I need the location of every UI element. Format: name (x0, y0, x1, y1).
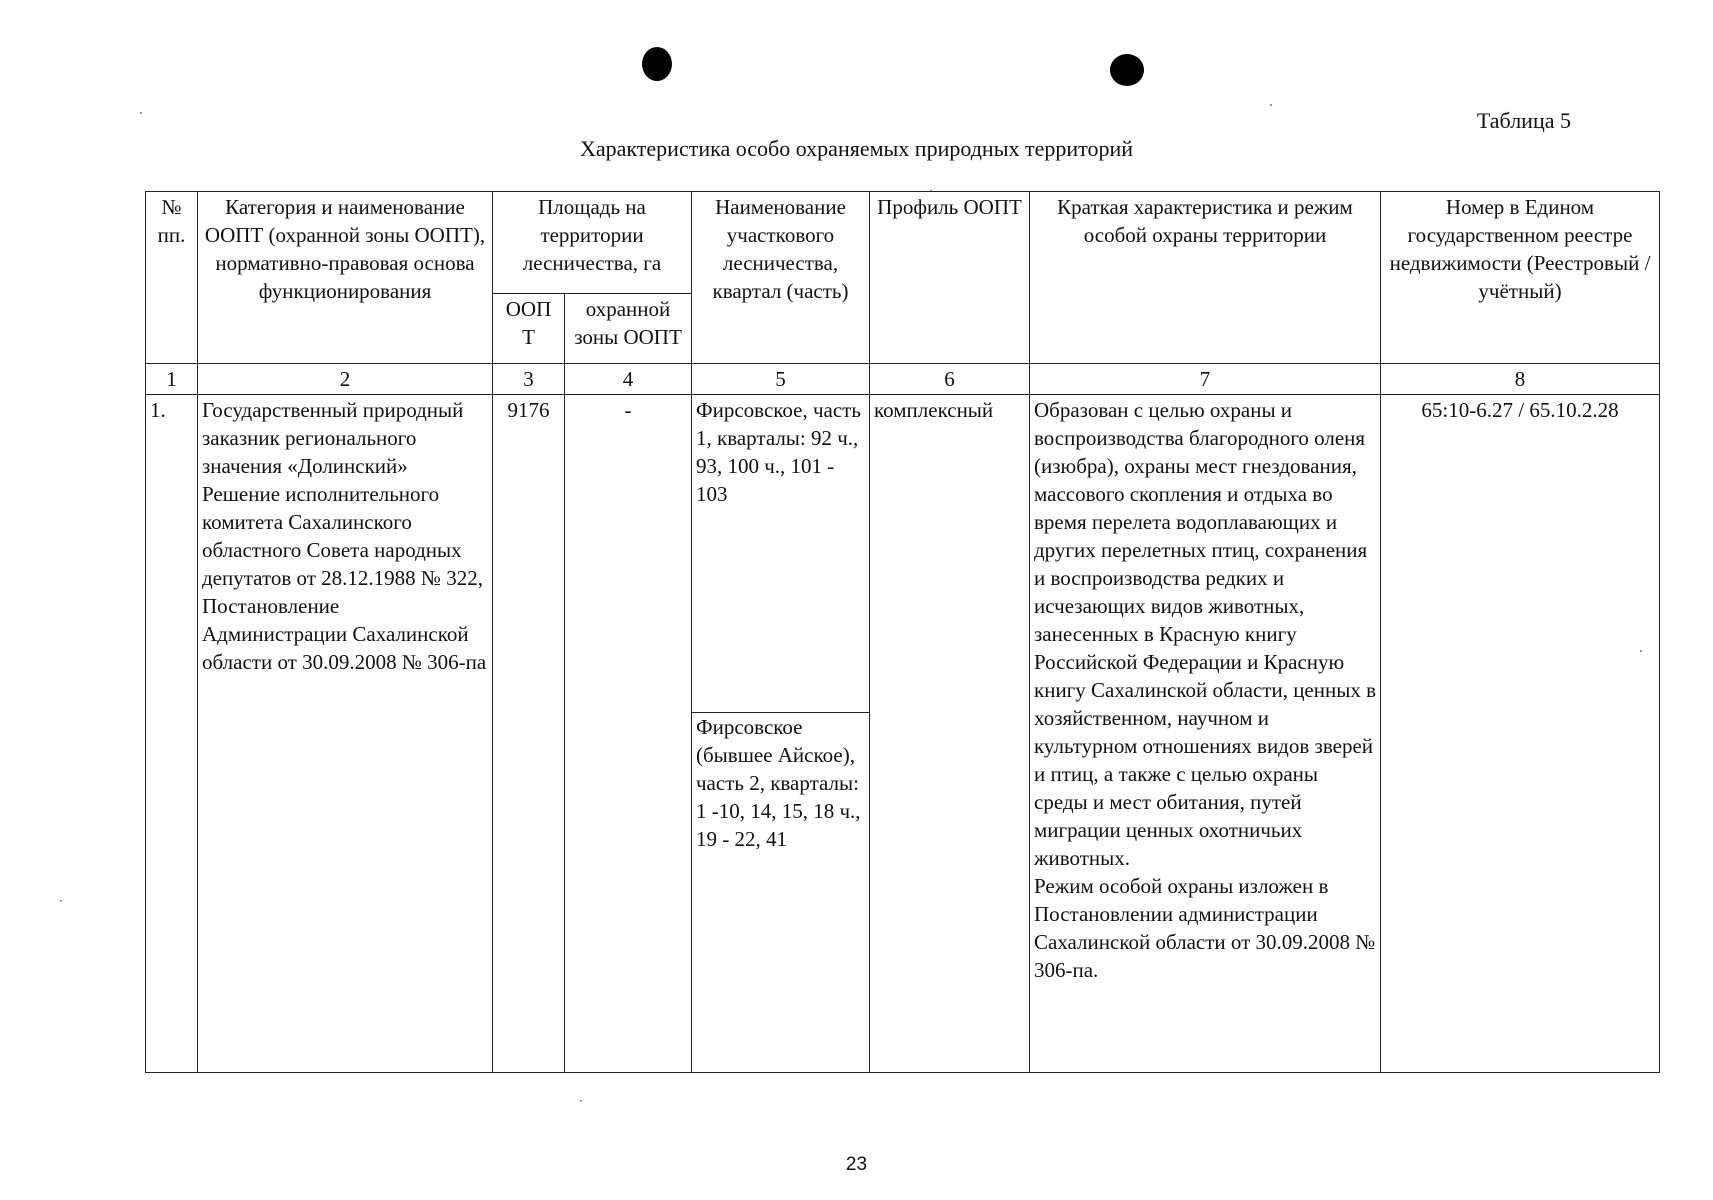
row-forestry (692, 395, 870, 1073)
scan-speck (580, 1100, 582, 1102)
column-number: 1 (146, 364, 198, 395)
header-forestry: Наименование участкового лесничества, квартал (часть) (692, 192, 870, 364)
header-description: Краткая характеристика и режим особой охраны территории (1030, 192, 1381, 364)
column-number: 7 (1030, 364, 1381, 395)
oopt-table (145, 191, 1660, 1073)
row-area-zone: - (565, 395, 692, 1073)
page-number: 23 (845, 1154, 868, 1175)
row-registry: 65:10-6.27 / 65.10.2.28 (1381, 395, 1660, 1073)
scan-speck (1270, 104, 1272, 106)
column-number-row (146, 364, 1660, 395)
column-number: 2 (198, 364, 493, 395)
forestry-part-2: Фирсовское (бывшее Айское), часть 2, кварталы: 1 -10, 14, 15, 18 ч., 19 - 22, 41 (696, 715, 861, 851)
header-area-group: Площадь на территории лесничества, га (493, 192, 692, 294)
row-area-oopt: 9176 (493, 395, 565, 1073)
punch-hole-right (1110, 54, 1144, 86)
scan-speck (60, 900, 62, 902)
row-description: Образован с целью охраны и воспроизводства благородного оленя (изюбра), охраны мест гнездования, массового скопления и отдыха во время перелета водоплавающих и других перелетных птиц, сохранения и воспроизводства редких и исчезающих видов животных, занесенных в Красную книгу Российской Федерации и Красную книгу Сахалинской области, ценных в хозяйственном, научном и культурном отношениях видов зверей и птиц, а также с целью охраны среды и мест обитания, путей миграции ценных охотничьих животных. Режим особой охраны изложен в Постановлении администрации Сахалинской области от 30.09.2008 № 306-па. (1030, 395, 1381, 1073)
row-name: Государственный природный заказник регионального значения «Долинский» Решение исполнительного комитета Сахалинского областного Совета народных депутатов от 28.12.1988 № 322, Постановление Администрации Сахалинской области от 30.09.2008 № 306-па (198, 395, 493, 1073)
column-number: 6 (870, 364, 1030, 395)
header-area-oopt: ООП Т (493, 294, 565, 364)
scan-speck (140, 112, 142, 114)
row-number: 1. (146, 395, 198, 1073)
header-registry: Номер в Едином государственном реестре недвижимости (Реестровый / учётный) (1381, 192, 1660, 364)
column-number: 3 (493, 364, 565, 395)
table-row (146, 395, 1660, 1073)
forestry-part-1: Фирсовское, часть 1, кварталы: 92 ч., 93, 100 ч., 101 - 103 (692, 396, 869, 713)
header-number: № пп. (146, 192, 198, 364)
column-number: 4 (565, 364, 692, 395)
header-category: Категория и наименование ООПТ (охранной зоны ООПТ), нормативно-правовая основа функционирования (198, 192, 493, 364)
punch-hole-left (642, 47, 672, 81)
document-title: Характеристика особо охраняемых природных территорий (579, 136, 1133, 161)
column-number: 8 (1381, 364, 1660, 395)
header-area-zone: охранной зоны ООПТ (565, 294, 692, 364)
column-number: 5 (692, 364, 870, 395)
header-profile: Профиль ООПТ (870, 192, 1030, 364)
row-profile: комплексный (870, 395, 1030, 1073)
table-label: Таблица 5 (1476, 108, 1571, 133)
header-row (146, 192, 1660, 294)
